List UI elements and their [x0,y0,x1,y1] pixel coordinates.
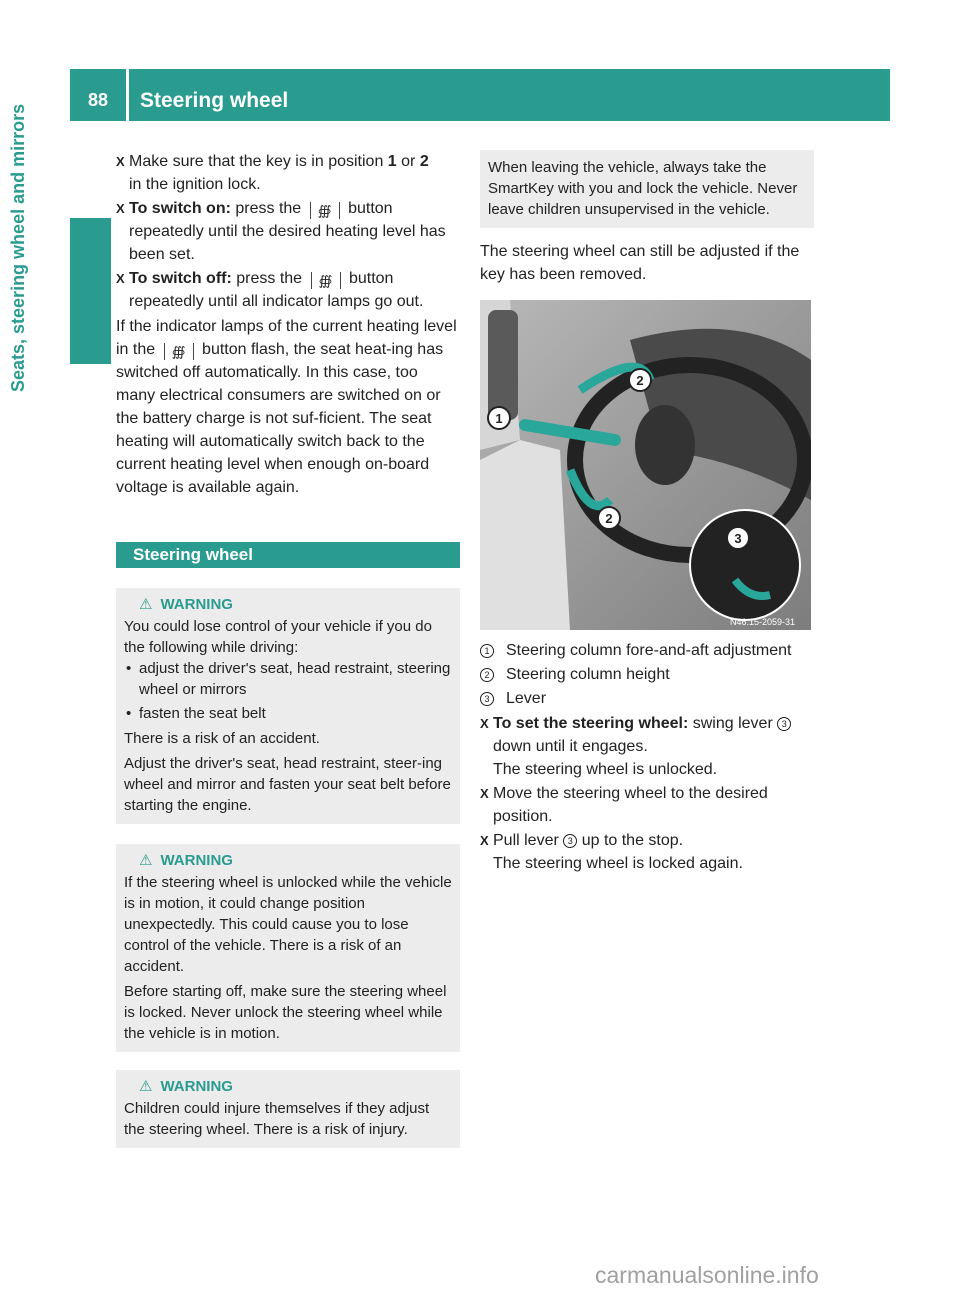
step-label: To switch on: [129,200,231,217]
info-box [480,150,814,228]
legend-item [480,687,814,710]
figure-label-2-bottom: 2 [605,511,613,526]
step-label: To set the steering wheel: [493,715,689,732]
step-switch-on [116,197,460,266]
step-text: button [343,200,393,217]
warning-box [116,1070,460,1148]
step-text: in the ignition lock. [129,176,261,193]
step-result: The steering wheel is locked again. [493,855,743,872]
warning-text: You could lose control of your vehicle if you do the following while driving: [124,618,432,656]
warning-title: WARNING [160,596,233,613]
page-title: Steering wheel [140,89,289,112]
warning-text: Adjust the driver's seat, head restraint, steer-ing wheel and mirror and fasten your seat belt before starting the engine. [124,755,451,814]
step-text: Make sure that the key is in position [129,153,388,170]
warning-title: WARNING [160,852,233,869]
step-text: or [396,153,420,170]
warning-heading [124,1077,452,1095]
legend-number: 3 [480,692,494,706]
lever-number: 3 [777,717,791,731]
step-text: swing lever [688,715,778,732]
warning-text: Before starting off, make sure the steering wheel is locked. Never unlock the steering wheel while the vehicle is in motion. [124,983,447,1042]
steering-wheel-illustration [480,300,811,630]
chapter-tab [70,218,111,364]
warning-heading [124,851,452,869]
step-text: repeatedly until the desired heating level has been set. [129,223,446,263]
step-text: up to the stop. [577,832,684,849]
chapter-title: Seats, steering wheel and mirrors [8,103,28,392]
figure-legend [480,639,814,710]
warning-heading [124,595,452,613]
legend-number: 2 [480,668,494,682]
step-text: Pull lever [493,832,564,849]
step-switch-off [116,267,460,313]
warning-title: WARNING [160,1078,233,1095]
warning-bullet: • fasten the seat belt [124,703,452,724]
step-arrow-icon: X [116,271,125,286]
position-2: 2 [419,153,429,170]
legend-item [480,639,814,662]
header-divider [126,69,129,121]
warning-icon: ⚠ [139,852,153,869]
lever-number: 3 [563,834,577,848]
step-text: press the [230,200,306,217]
paragraph-text: button flash, the seat heat-ing has switched off automatically. In this case, too many electrical consumers are switched on or the battery charge is not suf-ficient. The seat heating will automatically switch back to the current heating level when enough on-board voltage is available again. [116,341,444,496]
legend-item [480,663,814,686]
section-heading: Steering wheel [116,542,460,568]
figure-label-2-top: 2 [636,373,644,388]
position-1: 1 [387,153,397,170]
step-move-wheel [480,782,814,828]
step-pull-lever [480,829,814,875]
warning-text: If the steering wheel is unlocked while the vehicle is in motion, it could change position unexpectedly. This could cause you to lose control of the vehicle. There is a risk of an accident. [124,874,452,975]
step-arrow-icon: X [480,716,489,731]
paragraph-text: If the indicator lamps of the current heating level in the [116,318,457,358]
step-text: Move the steering wheel to the desired position. [493,785,768,825]
warning-bullet: • adjust the driver's seat, head restraint, steering wheel or mirrors [124,658,452,700]
page-number: 88 [87,90,109,110]
step-label: To switch off: [129,270,232,287]
step-text: press the [231,270,307,287]
legend-text: Lever [506,690,547,707]
right-column [480,150,814,876]
step-set-steering-wheel [480,712,814,781]
step-arrow-icon: X [480,833,489,848]
indicator-paragraph [116,315,460,499]
figure-code: N46.15-2059-31 [730,617,796,627]
legend-number: 1 [480,644,494,658]
legend-text: Steering column height [506,666,670,683]
step-arrow-icon: X [116,201,125,216]
step-result: The steering wheel is unlocked. [493,761,718,778]
warning-icon: ⚠ [139,596,153,613]
left-column [116,150,460,1148]
seat-heating-icon: ∰ [311,272,341,289]
watermark: carmanualsonline.info [595,1262,819,1288]
step-arrow-icon: X [116,154,125,169]
steering-wheel-figure [480,300,811,630]
step-text: repeatedly until all indicator lamps go out. [129,293,424,310]
step-arrow-icon: X [480,786,489,801]
warning-box [116,588,460,824]
step-key-position [116,150,460,196]
warning-icon: ⚠ [139,1078,153,1095]
warning-text: Children could injure themselves if they adjust the steering wheel. There is a risk of injury. [124,1100,430,1138]
warning-text: There is a risk of an accident. [124,730,320,747]
figure-label-1: 1 [495,411,503,426]
step-text: down until it engages. [493,738,648,755]
seat-heating-icon: ∰ [164,343,194,360]
figure-label-3: 3 [734,531,742,546]
step-text: button [344,270,394,287]
seat-heating-icon: ∰ [310,202,340,219]
legend-text: Steering column fore-and-aft adjustment [506,642,792,659]
info-text: When leaving the vehicle, always take the SmartKey with you and lock the vehicle. Never leave children unsupervised in the vehicle. [488,159,798,218]
warning-box [116,844,460,1052]
paragraph-text: The steering wheel can still be adjusted if the key has been removed. [480,243,800,283]
